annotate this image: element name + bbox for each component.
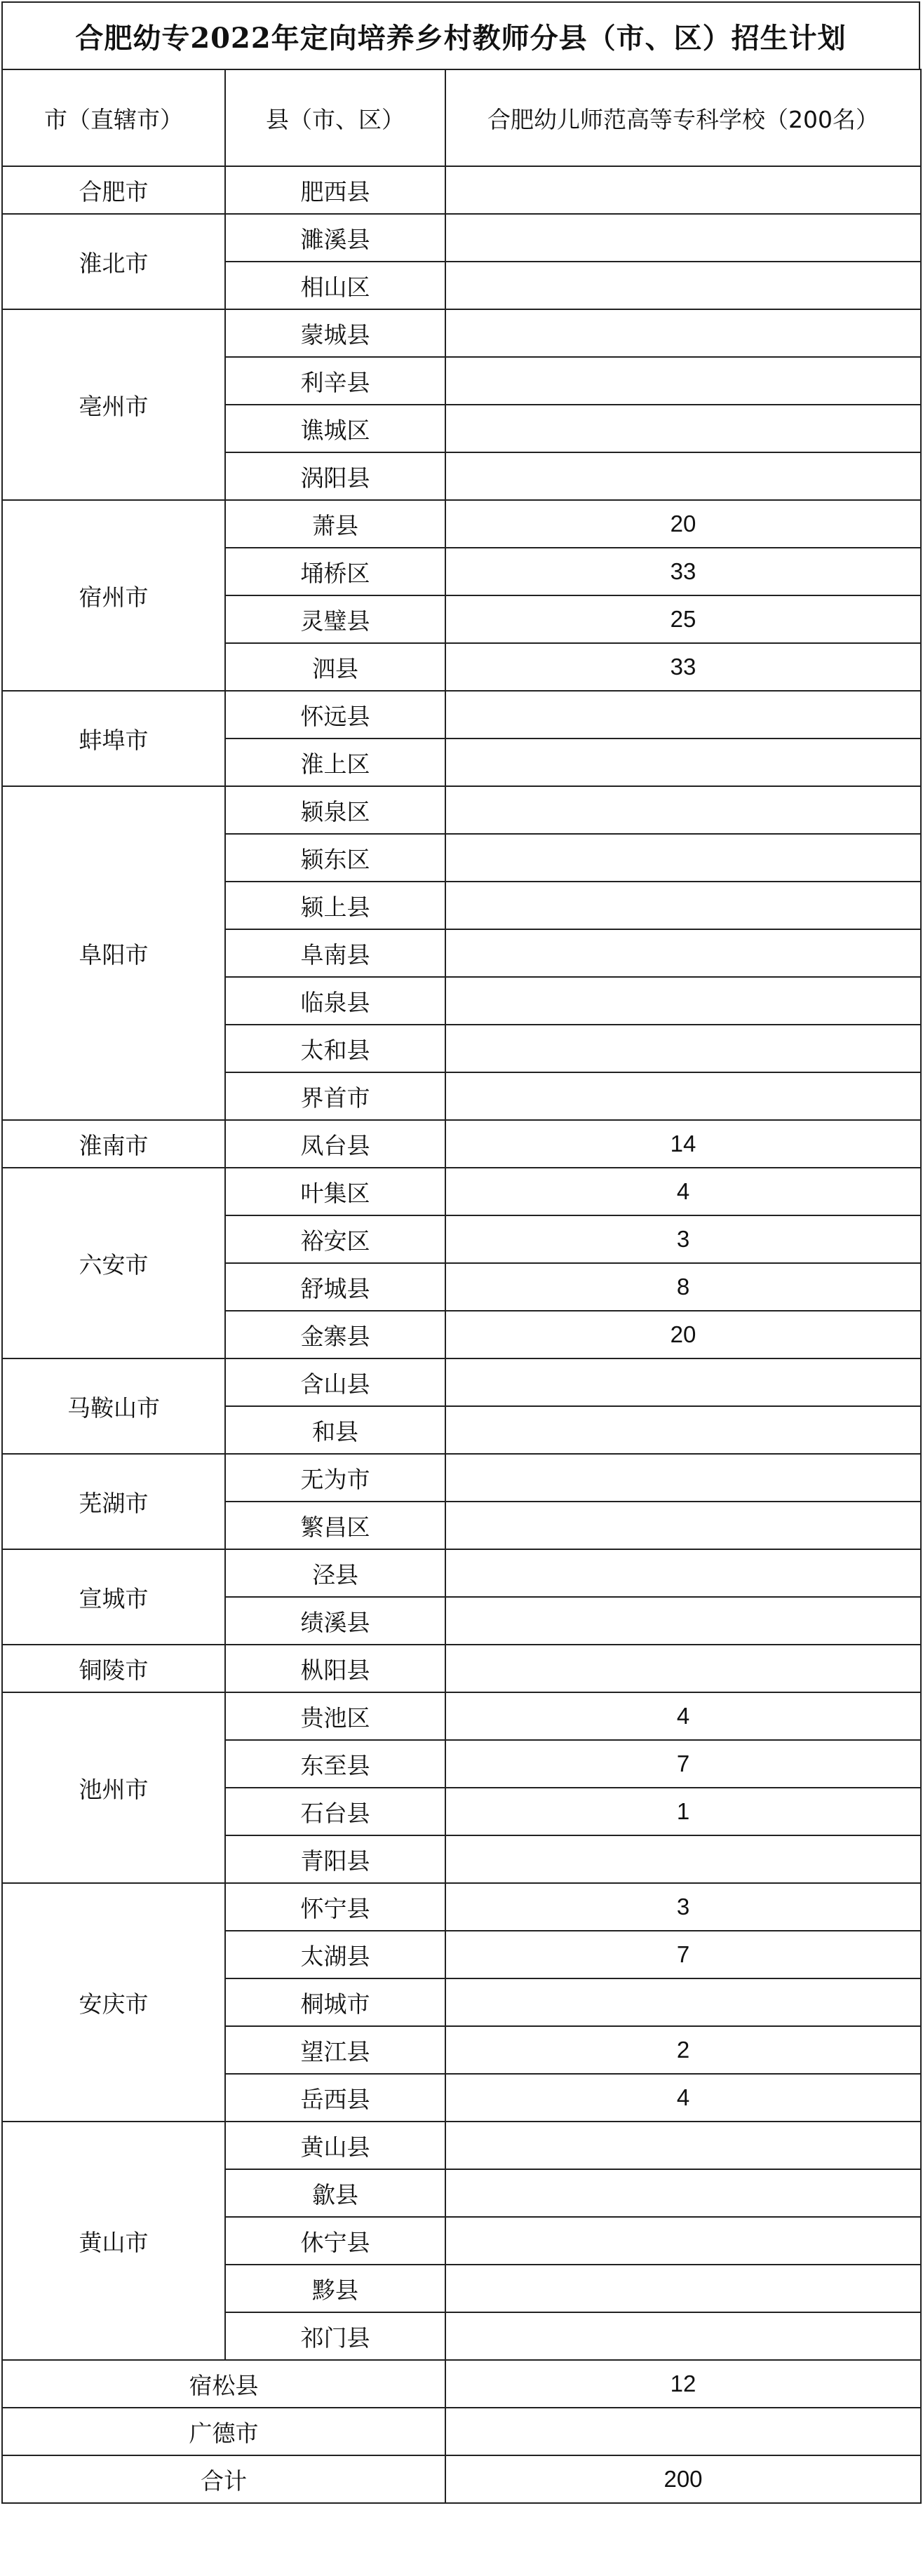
county-cell: 颍东区 [225,834,445,882]
table-row [2,1692,921,1740]
quota-cell [445,2122,921,2169]
table-row [2,2408,921,2455]
quota-cell [445,1597,921,1645]
quota-cell: 4 [445,1692,921,1740]
quota-cell [445,309,921,357]
table-row [2,1645,921,1692]
quota-cell [445,1978,921,2026]
county-cell: 怀宁县 [225,1883,445,1931]
county-cell: 肥西县 [225,166,445,214]
quota-cell [445,882,921,929]
city-cell: 铜陵市 [2,1645,225,1692]
table-row [2,1883,921,1931]
total-row [2,2455,921,2503]
county-cell: 休宁县 [225,2217,445,2265]
county-cell: 裕安区 [225,1215,445,1263]
county-cell: 金寨县 [225,1311,445,1358]
county-cell: 涡阳县 [225,452,445,500]
county-cell: 濉溪县 [225,214,445,262]
quota-cell [445,1454,921,1502]
county-cell: 临泉县 [225,977,445,1025]
county-cell: 利辛县 [225,357,445,405]
quota-cell [445,1835,921,1883]
quota-cell [445,834,921,882]
county-cell: 含山县 [225,1358,445,1406]
quota-cell: 3 [445,1883,921,1931]
quota-cell [445,977,921,1025]
quota-cell [445,1358,921,1406]
county-cell: 颍上县 [225,882,445,929]
quota-cell [445,166,921,214]
table-row [2,500,921,548]
county-cell: 桐城市 [225,1978,445,2026]
county-cell: 萧县 [225,500,445,548]
quota-cell: 4 [445,1168,921,1215]
header-school: 合肥幼儿师范高等专科学校（200名） [445,69,921,166]
quota-cell [445,786,921,834]
quota-cell: 20 [445,1311,921,1358]
county-cell: 颍泉区 [225,786,445,834]
quota-cell [445,1072,921,1120]
county-cell: 繁昌区 [225,1502,445,1549]
quota-cell: 14 [445,1120,921,1168]
county-cell: 太和县 [225,1025,445,1072]
county-cell: 青阳县 [225,1835,445,1883]
table-row [2,1454,921,1502]
city-cell: 宿州市 [2,500,225,691]
quota-cell [445,1502,921,1549]
document-title: 合肥幼专2022年定向培养乡村教师分县（市、区）招生计划 [1,1,920,69]
quota-cell: 33 [445,643,921,691]
header-county: 县（市、区） [225,69,445,166]
county-cell: 阜南县 [225,929,445,977]
quota-cell [445,452,921,500]
city-cell: 宣城市 [2,1549,225,1645]
table-row [2,691,921,739]
enrollment-plan-table [1,69,922,2504]
table-row [2,1120,921,1168]
quota-cell: 8 [445,1263,921,1311]
city-cell: 蚌埠市 [2,691,225,786]
county-cell: 蒙城县 [225,309,445,357]
county-cell: 望江县 [225,2026,445,2074]
merged-label-cell: 合计 [2,2455,445,2503]
table-row [2,1358,921,1406]
city-cell: 马鞍山市 [2,1358,225,1454]
table-row [2,2360,921,2408]
quota-cell [445,2217,921,2265]
table-row [2,309,921,357]
county-cell: 黟县 [225,2265,445,2312]
quota-cell: 7 [445,1740,921,1788]
city-cell: 亳州市 [2,309,225,500]
city-cell: 淮南市 [2,1120,225,1168]
county-cell: 叶集区 [225,1168,445,1215]
quota-cell [445,691,921,739]
quota-cell [445,1549,921,1597]
quota-cell: 12 [445,2360,921,2408]
table-row [2,2122,921,2169]
quota-cell [445,1406,921,1454]
city-cell: 阜阳市 [2,786,225,1120]
county-cell: 淮上区 [225,739,445,786]
county-cell: 谯城区 [225,405,445,452]
city-cell: 安庆市 [2,1883,225,2122]
table-row [2,1168,921,1215]
county-cell: 无为市 [225,1454,445,1502]
quota-cell [445,357,921,405]
quota-cell [445,739,921,786]
county-cell: 岳西县 [225,2074,445,2122]
county-cell: 埇桥区 [225,548,445,595]
quota-cell: 7 [445,1931,921,1978]
merged-label-cell: 宿松县 [2,2360,445,2408]
quota-cell [445,405,921,452]
header-city: 市（直辖市） [2,69,225,166]
quota-cell: 25 [445,595,921,643]
county-cell: 贵池区 [225,1692,445,1740]
table-row [2,1549,921,1597]
merged-label-cell: 广德市 [2,2408,445,2455]
quota-cell [445,214,921,262]
quota-cell: 33 [445,548,921,595]
quota-cell: 1 [445,1788,921,1835]
city-cell: 黄山市 [2,2122,225,2360]
county-cell: 怀远县 [225,691,445,739]
county-cell: 石台县 [225,1788,445,1835]
quota-cell: 4 [445,2074,921,2122]
county-cell: 祁门县 [225,2312,445,2360]
county-cell: 灵璧县 [225,595,445,643]
county-cell: 泗县 [225,643,445,691]
quota-cell: 200 [445,2455,921,2503]
city-cell: 合肥市 [2,166,225,214]
quota-cell: 20 [445,500,921,548]
county-cell: 绩溪县 [225,1597,445,1645]
quota-cell [445,2312,921,2360]
county-cell: 黄山县 [225,2122,445,2169]
county-cell: 舒城县 [225,1263,445,1311]
city-cell: 池州市 [2,1692,225,1883]
plan-document [1,1,920,2504]
table-header-row [2,69,921,166]
quota-cell [445,1025,921,1072]
quota-cell [445,262,921,309]
quota-cell [445,2169,921,2217]
county-cell: 枞阳县 [225,1645,445,1692]
county-cell: 歙县 [225,2169,445,2217]
quota-cell [445,929,921,977]
county-cell: 和县 [225,1406,445,1454]
quota-cell [445,1645,921,1692]
county-cell: 凤台县 [225,1120,445,1168]
quota-cell [445,2408,921,2455]
county-cell: 太湖县 [225,1931,445,1978]
quota-cell [445,2265,921,2312]
table-row [2,786,921,834]
county-cell: 泾县 [225,1549,445,1597]
city-cell: 芜湖市 [2,1454,225,1549]
county-cell: 界首市 [225,1072,445,1120]
city-cell: 六安市 [2,1168,225,1358]
quota-cell: 3 [445,1215,921,1263]
county-cell: 相山区 [225,262,445,309]
county-cell: 东至县 [225,1740,445,1788]
city-cell: 淮北市 [2,214,225,309]
table-row [2,166,921,214]
quota-cell: 2 [445,2026,921,2074]
table-row [2,214,921,262]
